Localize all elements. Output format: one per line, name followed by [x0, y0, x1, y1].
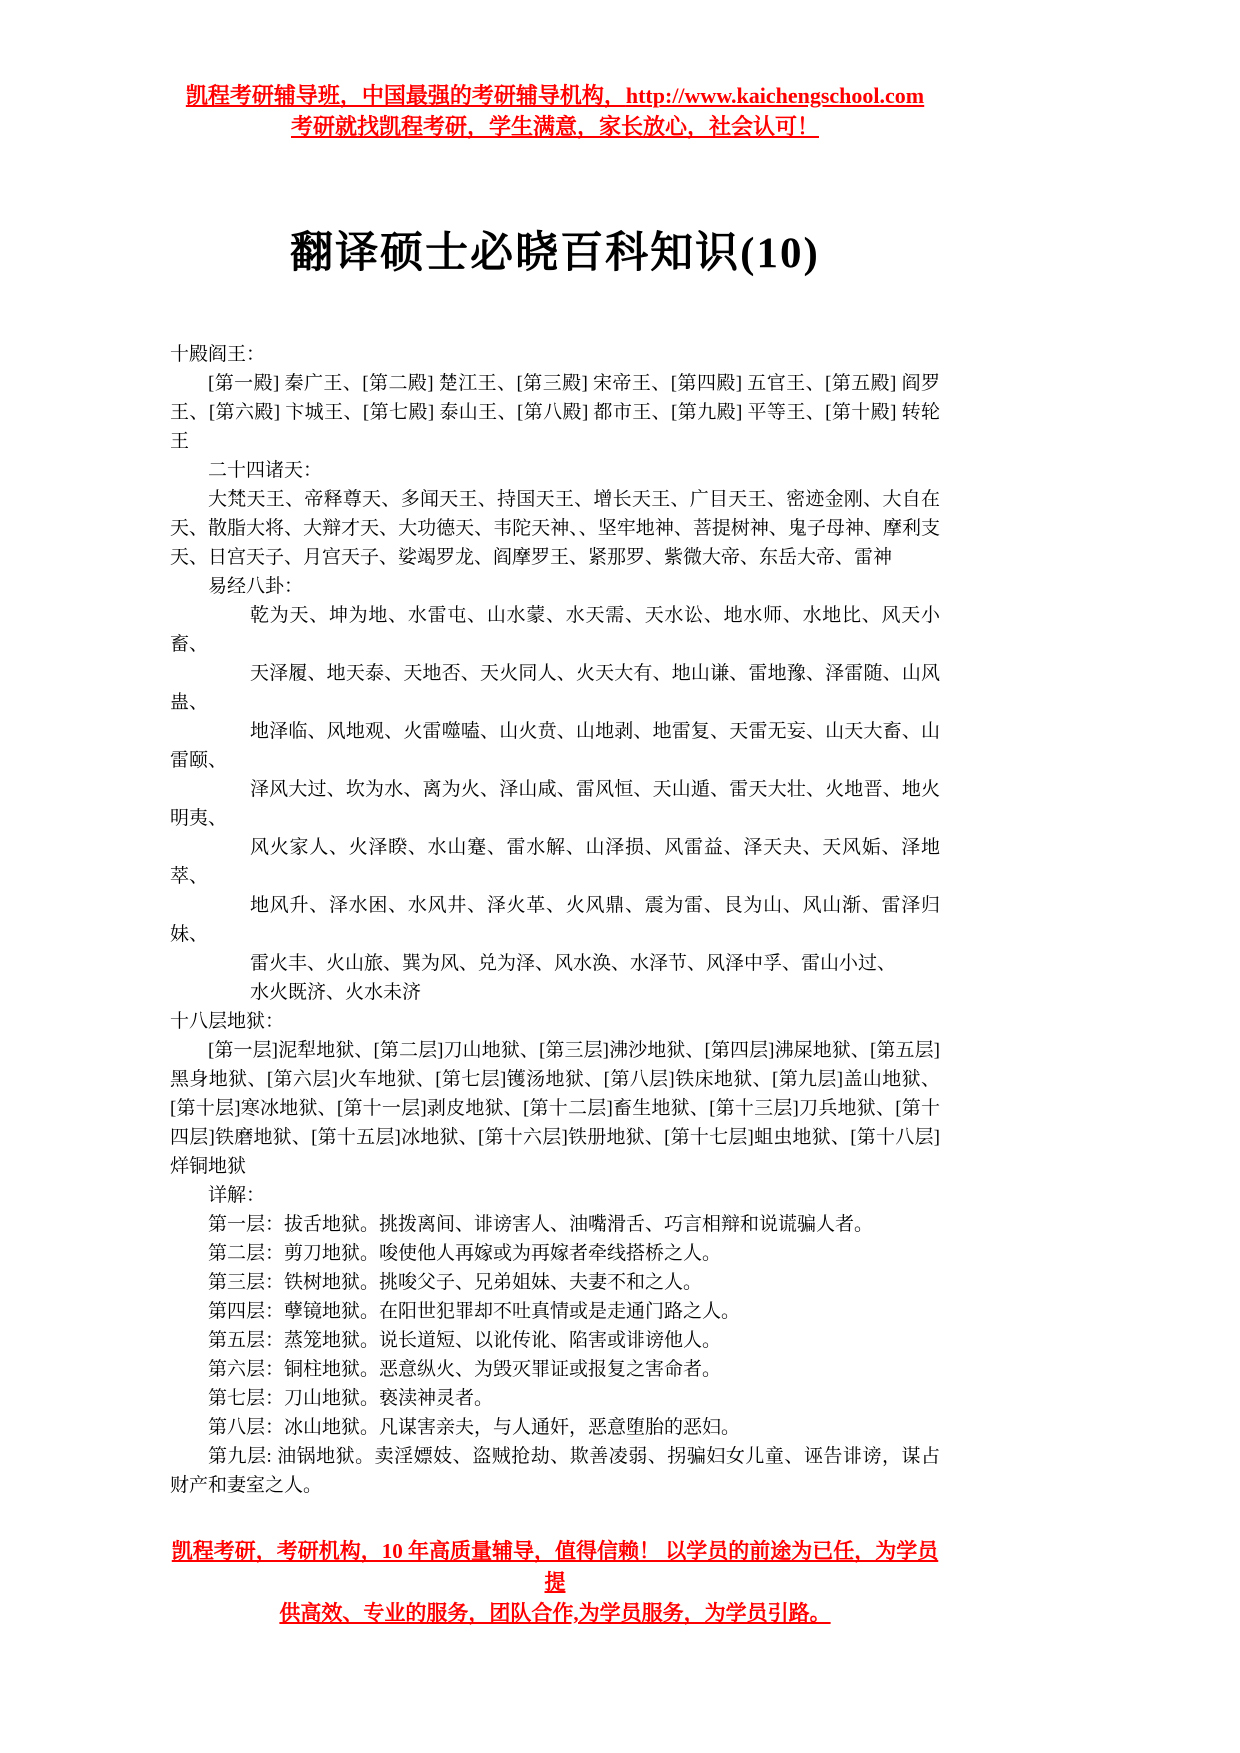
document-footer	[170, 1536, 940, 1629]
body-paragraph: 详解：	[208, 1185, 266, 1206]
document-body	[170, 340, 940, 1500]
body-paragraph: 大梵天王、帝释尊天、多闻天王、持国天王、增长天王、广目天王、密迹金刚、大自在天、散脂大将、大辩才天、大功德天、韦陀天神、、坚牢地神、菩提树神、鬼子母神、摩利支天、日宫天子、月宫天子、娑竭罗龙、阎摩罗王、紧那罗、紫微大帝、东岳大帝、雷神	[170, 489, 940, 568]
document-header	[170, 80, 940, 142]
body-paragraph: 第五层：蒸笼地狱。说长道短、以讹传讹、陷害或诽谤他人。	[208, 1330, 722, 1351]
footer-line-2: 供高效、专业的服务，团队合作,为学员服务，为学员引路。	[279, 1601, 831, 1625]
body-paragraph: 天泽履、地天泰、天地否、天火同人、火天大有、地山谦、雷地豫、泽雷随、山风蛊、	[170, 663, 940, 713]
body-paragraph: 第九层: 油锅地狱。卖淫嫖妓、盗贼抢劫、欺善凌弱、拐骗妇女儿童、诬告诽谤，谋占财产和妻室之人。	[170, 1446, 940, 1496]
body-paragraph: 二十四诸天：	[208, 460, 323, 481]
page-title: 翻译硕士必晓百科知识(10)	[290, 230, 820, 277]
footer-line-1: 凯程考研，考研机构，10 年高质量辅导，值得信赖！ 以学员的前途为已任，为学员提	[171, 1539, 939, 1594]
body-paragraph: 水火既济、火水未济	[250, 982, 422, 1003]
body-paragraph: 风火家人、火泽睽、水山蹇、雷水解、山泽损、风雷益、泽天夬、天风姤、泽地萃、	[170, 837, 940, 887]
header-slogan-1: 凯程考研辅导班，中国最强的考研辅导机构，	[185, 83, 626, 108]
body-paragraph: 十殿阎王：	[170, 344, 266, 365]
header-line-1	[170, 80, 940, 111]
body-paragraph: [第一层]泥犁地狱、[第二层]刀山地狱、[第三层]沸沙地狱、[第四层]沸屎地狱、[第五层]黑身地狱、[第六层]火车地狱、[第七层]镬汤地狱、[第八层]铁床地狱、[第九层]盖山地狱、[第十层]寒冰地狱、[第十一层]剥皮地狱、[第十二层]畜生地狱、[第十三层]刀兵地狱、[第十四层]铁磨地狱、[第十五层]冰地狱、[第十六层]铁册地狱、[第十七层]蛆虫地狱、[第十八层]烊铜地狱	[170, 1040, 940, 1177]
body-paragraph: 十八层地狱：	[170, 1011, 285, 1032]
body-paragraph: 雷火丰、火山旅、巽为风、兑为泽、风水涣、水泽节、风泽中孚、雷山小过、	[250, 953, 897, 974]
body-paragraph: 第二层：剪刀地狱。唆使他人再嫁或为再嫁者牵线搭桥之人。	[208, 1243, 722, 1264]
body-paragraph: 乾为天、坤为地、水雷屯、山水蒙、水天需、天水讼、地水师、水地比、风天小畜、	[170, 605, 940, 655]
header-line-2: 考研就找凯程考研，学生满意，家长放心，社会认可！	[290, 114, 819, 139]
body-paragraph: 第八层：冰山地狱。凡谋害亲夫，与人通奸，恶意堕胎的恶妇。	[208, 1417, 741, 1438]
body-paragraph: 泽风大过、坎为水、离为火、泽山咸、雷风恒、天山遁、雷天大壮、火地晋、地火明夷、	[170, 779, 940, 829]
body-paragraph: 地风升、泽水困、水风井、泽火革、火风鼎、震为雷、艮为山、风山渐、雷泽归妹、	[170, 895, 940, 945]
body-paragraph: 第一层：拔舌地狱。挑拨离间、诽谤害人、油嘴滑舌、巧言相辩和说谎骗人者。	[208, 1214, 874, 1235]
body-paragraph: 易经八卦：	[208, 576, 304, 597]
body-paragraph: 第六层：铜柱地狱。恶意纵火、为毁灭罪证或报复之害命者。	[208, 1359, 722, 1380]
body-paragraph: 第四层：孽镜地狱。在阳世犯罪却不吐真情或是走通门路之人。	[208, 1301, 741, 1322]
body-paragraph: 第三层：铁树地狱。挑唆父子、兄弟姐妹、夫妻不和之人。	[208, 1272, 703, 1293]
body-paragraph: 第七层：刀山地狱。亵渎神灵者。	[208, 1388, 494, 1409]
header-url-link[interactable]: http://www.kaichengschool.com	[625, 83, 925, 108]
body-paragraph: [第一殿] 秦广王、[第二殿] 楚江王、[第三殿] 宋帝王、[第四殿] 五官王、[第五殿] 阎罗王、[第六殿] 卞城王、[第七殿] 泰山王、[第八殿] 都市王、[第九殿] 平等王、[第十殿] 转轮王	[170, 373, 940, 452]
body-paragraph: 地泽临、风地观、火雷噬嗑、山火贲、山地剥、地雷复、天雷无妄、山天大畜、山雷颐、	[170, 721, 940, 771]
